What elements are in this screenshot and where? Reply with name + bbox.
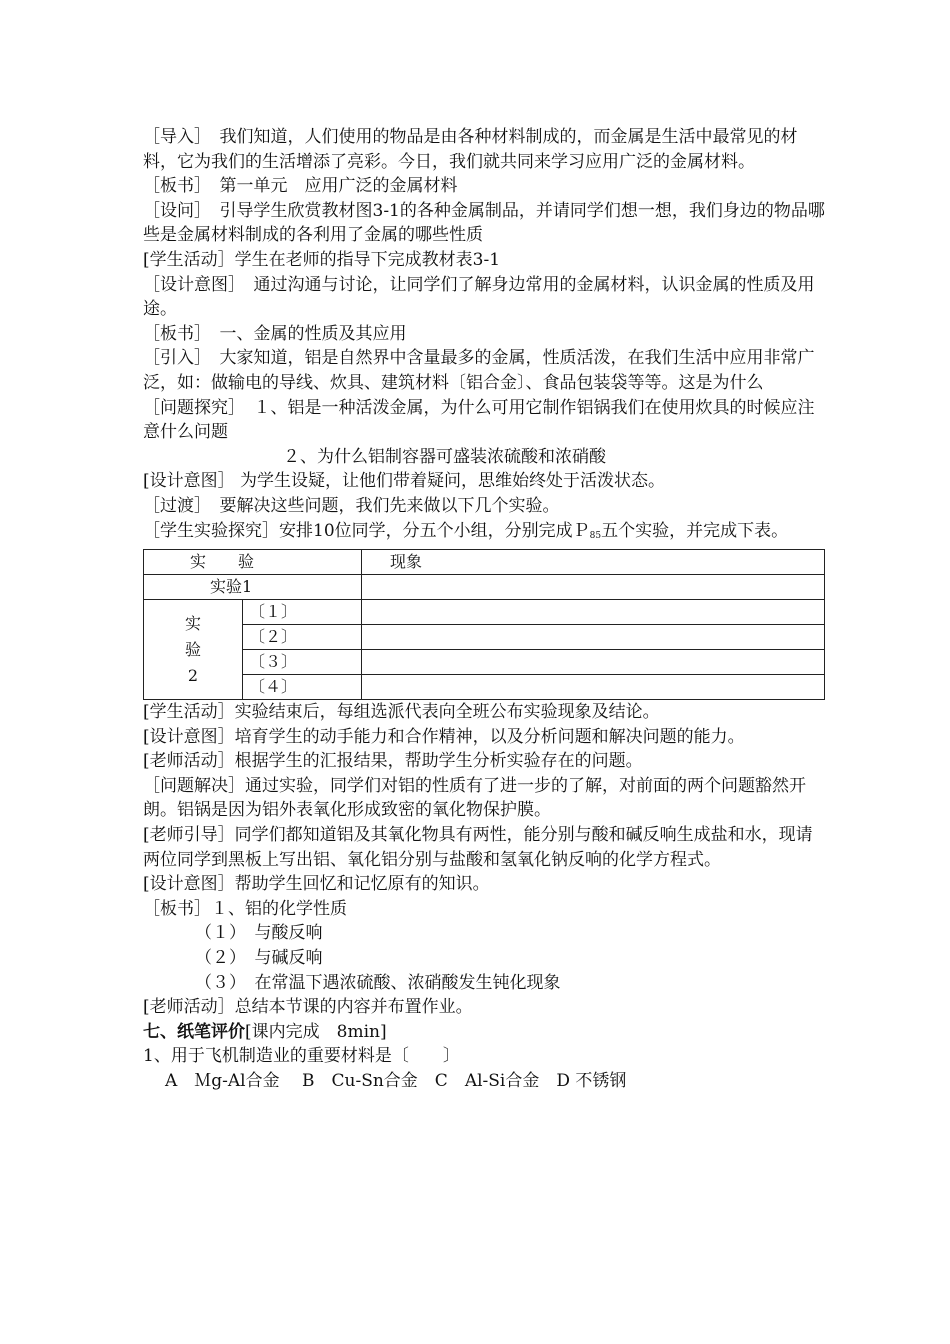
cell-experiment-1: 实验1 <box>144 575 362 600</box>
paragraph-problem-inquiry: ［问题探究］ １、铝是一种活泼金属，为什么可用它制作铝锅我们在使用炊具的时候应注意什么问题 <box>143 397 815 443</box>
paragraph-teacher-guide: [老师引导］同学们都知道铝及其氧化物具有两性，能分别与酸和碱反响生成盐和水，现请两位同学到黑板上写出铝、氧化铝分别与盐酸和氢氧化钠反响的化学方程式。 <box>143 825 813 870</box>
property-item: （３） 在常温下遇浓硫酸、浓硝酸发生钝化现象 <box>195 972 561 993</box>
table-header-row <box>144 550 825 575</box>
table-row <box>144 625 825 650</box>
label-char: 实 <box>184 613 201 633</box>
cell-phenomenon <box>362 625 825 650</box>
label-char: 2 <box>187 665 199 685</box>
header-phenomenon: 现象 <box>362 550 825 575</box>
paragraph-problem-solved: ［问题解决］通过实验，同学们对铝的性质有了进一步的了解，对前面的两个问题豁然开朗。铝锅是因为铝外表氧化形成致密的氧化物保护膜。 <box>143 775 806 821</box>
page-subscript: 85 <box>589 530 602 541</box>
paragraph-design-intent-3: [设计意图］培育学生的动手能力和合作精神，以及分析问题和解决问题的能力。 <box>143 726 745 747</box>
cell-phenomenon <box>362 600 825 625</box>
cell-sub-item: 〔２〕 <box>243 625 362 650</box>
cell-phenomenon <box>362 575 825 600</box>
paragraph-design-intent: ［设计意图］ 通过沟通与讨论，让同学们了解身边常用的金属材料，认识金属的性质及用途。 <box>143 274 815 320</box>
cell-sub-item: 〔３〕 <box>243 650 362 675</box>
cell-sub-item: 〔４〕 <box>243 675 362 700</box>
table-row <box>144 675 825 700</box>
table-row <box>144 650 825 675</box>
table-row <box>144 575 825 600</box>
cell-phenomenon <box>362 650 825 675</box>
paragraph-board-2: ［板书］ 一、金属的性质及其应用 <box>143 323 407 344</box>
paragraph-problem-2: ２、为什么铝制容器可盛装浓硫酸和浓硝酸 <box>283 446 606 467</box>
experiment-table <box>143 549 825 700</box>
section-heading-evaluation <box>143 1020 825 1045</box>
label-char: 验 <box>184 639 201 659</box>
paragraph-introduction: ［引入］ 大家知道，铝是自然界中含量最多的金属，性质活泼，在我们生活中应用非常广泛，如：做输电的导线、炊具、建筑材料〔铝合金〕、食品包装袋等等。这是为什么 <box>143 348 815 393</box>
paragraph-board-1: ［板书］ 第一单元 应用广泛的金属材料 <box>143 176 458 197</box>
experiment-inquiry-text-b: 五个实验，并完成下表。 <box>601 520 789 541</box>
paragraph-design-intent-4: [设计意图］帮助学生回忆和记忆原有的知识。 <box>143 874 490 895</box>
cell-experiment-2-label <box>144 600 243 700</box>
section-heading-note: [课内完成 8min] <box>245 1021 387 1042</box>
paragraph-teacher-summary: [老师活动］总结本节课的内容并布置作业。 <box>143 997 473 1018</box>
header-experiment: 实 验 <box>144 550 362 575</box>
paragraph-question: ［设问］ 引导学生欣赏教材图3-1的各种金属制品，并请同学们想一想，我们身边的物品哪些是金属材料制成的各利用了金属的哪些性质 <box>143 200 825 246</box>
experiment-inquiry-text-a: ［学生实验探究］安排10位同学，分五个小组，分别完成Ｐ <box>143 520 590 541</box>
paragraph-teacher-activity: [老师活动］根据学生的汇报结果，帮助学生分析实验存在的问题。 <box>143 751 643 772</box>
paragraph-board-3: ［板书］１、铝的化学性质 <box>143 898 347 919</box>
paragraph-intro: ［导入］ 我们知道，人们使用的物品是由各种材料制成的，而金属是生活中最常见的材料，它为我们的生活增添了亮彩。今日，我们就共同来学习应用广泛的金属材料。 <box>143 127 798 172</box>
property-item: （２） 与碱反响 <box>195 948 323 969</box>
table-row <box>144 600 825 625</box>
paragraph-student-activity-2: [学生活动］实验结束后，每组选派代表向全班公布实验现象及结论。 <box>143 702 660 723</box>
question-1: 1、用于飞机制造业的重要材料是〔 〕 <box>143 1046 460 1067</box>
paragraph-experiment-inquiry <box>143 519 825 549</box>
document-body <box>143 125 825 1094</box>
question-1-options: A Ｍg-Al合金 B Cu-Sn合金 C Al-Si合金 D 不锈钢 <box>165 1071 627 1091</box>
paragraph-student-activity: [学生活动］学生在老师的指导下完成教材表3-1 <box>143 249 501 270</box>
paragraph-transition: ［过渡］ 要解决这些问题，我们先来做以下几个实验。 <box>143 495 560 516</box>
cell-phenomenon <box>362 675 825 700</box>
section-heading-bold: 七、纸笔评价 <box>143 1021 245 1042</box>
cell-sub-item: 〔１〕 <box>243 600 362 625</box>
paragraph-design-intent-2: [设计意图］ 为学生设疑，让他们带着疑问，思维始终处于活泼状态。 <box>143 471 666 492</box>
property-item: （１） 与酸反响 <box>195 923 323 944</box>
